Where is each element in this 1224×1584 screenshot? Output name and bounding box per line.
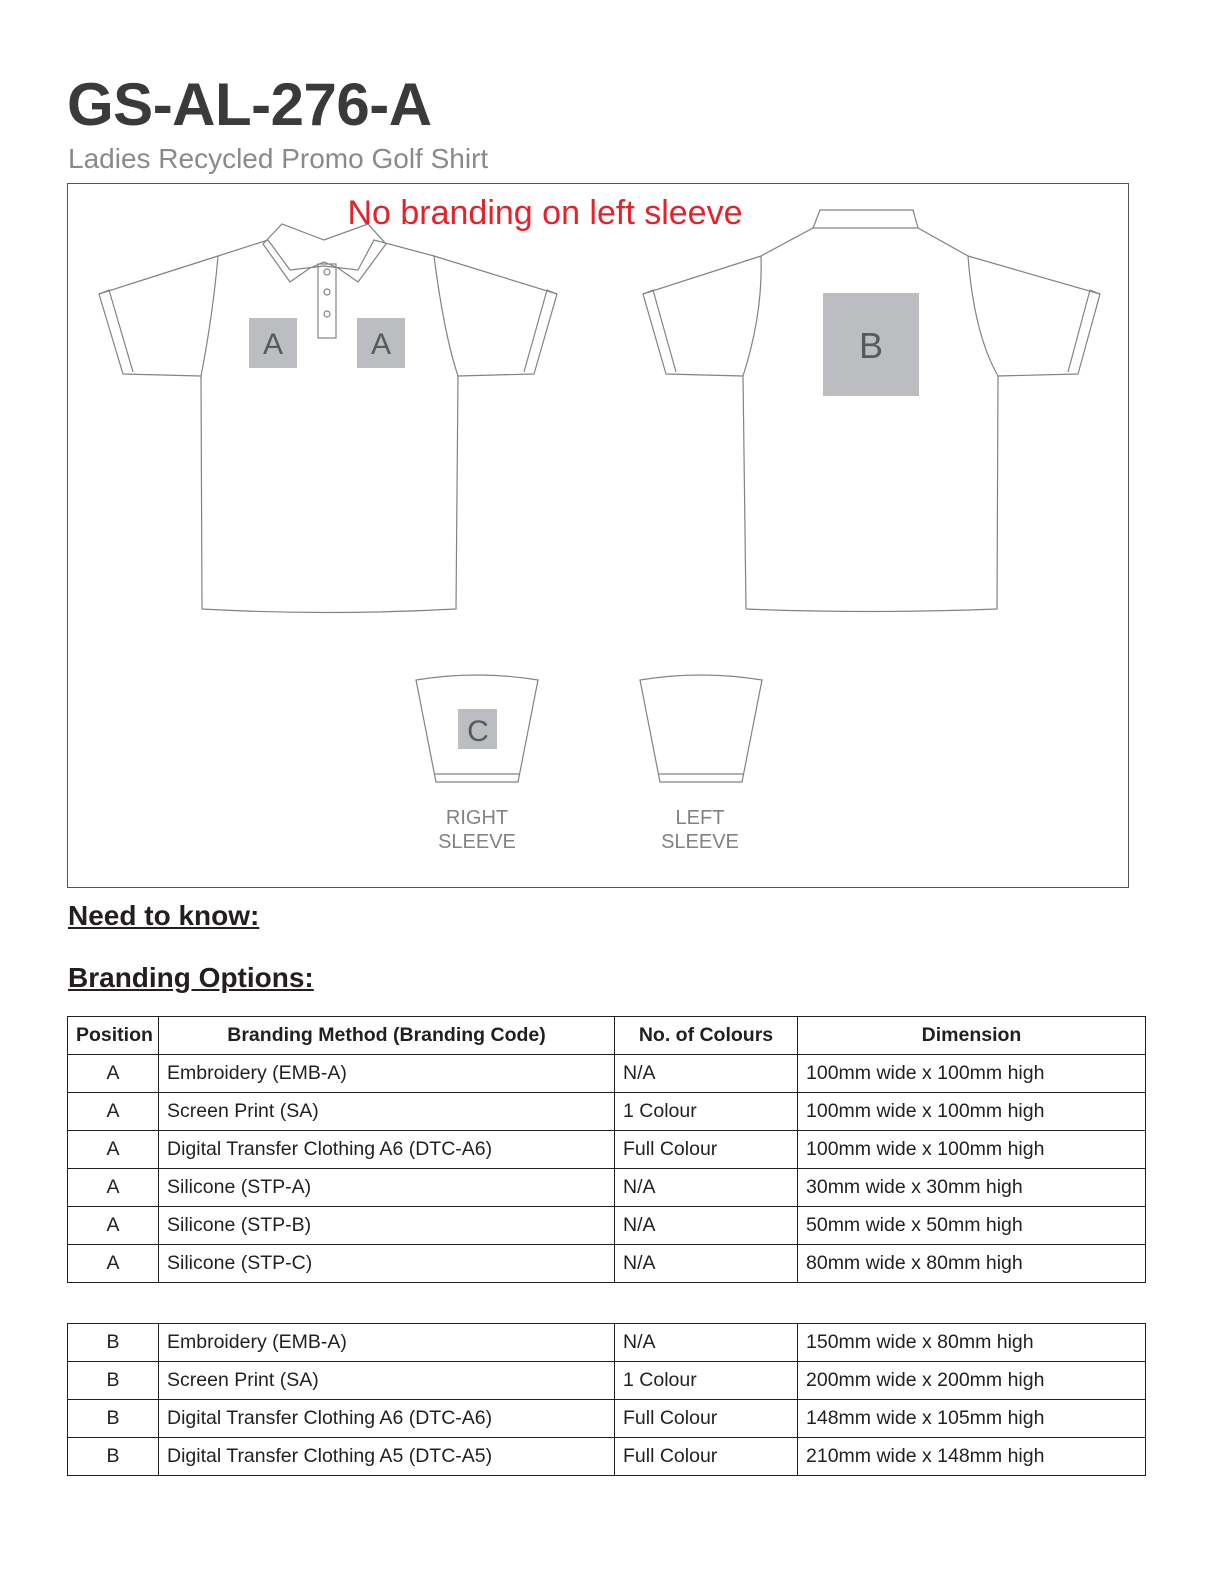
colours-cell: N/A xyxy=(615,1169,798,1207)
mark-c: C xyxy=(467,715,489,748)
table-row xyxy=(68,1400,1146,1438)
dimension-cell: 200mm wide x 200mm high xyxy=(798,1362,1146,1400)
back-view xyxy=(643,210,1100,612)
branding-options-heading: Branding Options: xyxy=(68,962,314,993)
colours-cell: N/A xyxy=(615,1207,798,1245)
dimension-cell: 80mm wide x 80mm high xyxy=(798,1245,1146,1283)
table-row xyxy=(68,1245,1146,1283)
dimension-cell: 150mm wide x 80mm high xyxy=(798,1324,1146,1362)
dimension-cell: 148mm wide x 105mm high xyxy=(798,1400,1146,1438)
colours-cell: 1 Colour xyxy=(615,1362,798,1400)
back-left-sleeve xyxy=(968,256,1100,376)
mark-b: B xyxy=(858,325,884,366)
method-cell: Screen Print (SA) xyxy=(159,1093,615,1131)
position-cell: A xyxy=(68,1131,159,1169)
colours-cell: Full Colour xyxy=(615,1400,798,1438)
table-row xyxy=(68,1438,1146,1476)
branding-table-position-a xyxy=(67,1016,1146,1283)
dimension-cell: 50mm wide x 50mm high xyxy=(798,1207,1146,1245)
mark-a-left: A xyxy=(262,328,284,361)
method-cell: Silicone (STP-B) xyxy=(159,1207,615,1245)
method-cell: Digital Transfer Clothing A6 (DTC-A6) xyxy=(159,1131,615,1169)
left-sleeve-label-line1: LEFT xyxy=(675,807,725,829)
colours-cell: N/A xyxy=(615,1324,798,1362)
table-row xyxy=(68,1324,1146,1362)
back-left-cuff xyxy=(1068,290,1100,372)
front-body-outline xyxy=(201,240,458,613)
branding-table-position-b xyxy=(67,1323,1146,1476)
table-row xyxy=(68,1131,1146,1169)
header-position: Position xyxy=(68,1017,159,1055)
dimension-cell: 100mm wide x 100mm high xyxy=(798,1131,1146,1169)
colours-cell: 1 Colour xyxy=(615,1093,798,1131)
header-dimension: Dimension xyxy=(798,1017,1146,1055)
right-sleeve-label-line2: SLEEVE xyxy=(438,831,516,853)
colours-cell: Full Colour xyxy=(615,1131,798,1169)
front-left-cuff xyxy=(524,290,557,372)
position-cell: B xyxy=(68,1324,159,1362)
front-view xyxy=(99,224,557,613)
position-cell: B xyxy=(68,1438,159,1476)
need-to-know-heading: Need to know: xyxy=(68,900,260,931)
left-sleeve-warning: No branding on left sleeve xyxy=(347,194,743,232)
front-right-cuff xyxy=(99,290,133,372)
position-cell: B xyxy=(68,1362,159,1400)
table-row xyxy=(68,1169,1146,1207)
position-cell: A xyxy=(68,1245,159,1283)
shirt-illustration xyxy=(68,184,1130,889)
method-cell: Embroidery (EMB-A) xyxy=(159,1324,615,1362)
header-branding-method: Branding Method (Branding Code) xyxy=(159,1017,615,1055)
mark-a-right: A xyxy=(370,328,392,361)
product-code: GS-AL-276-A xyxy=(67,71,432,138)
header-colours: No. of Colours xyxy=(615,1017,798,1055)
dimension-cell: 100mm wide x 100mm high xyxy=(798,1055,1146,1093)
back-right-cuff xyxy=(643,290,676,372)
colours-cell: N/A xyxy=(615,1055,798,1093)
method-cell: Embroidery (EMB-A) xyxy=(159,1055,615,1093)
table-row xyxy=(68,1207,1146,1245)
product-name: Ladies Recycled Promo Golf Shirt xyxy=(68,143,489,174)
back-body-outline xyxy=(743,228,998,612)
method-cell: Digital Transfer Clothing A6 (DTC-A6) xyxy=(159,1400,615,1438)
dimension-cell: 100mm wide x 100mm high xyxy=(798,1093,1146,1131)
left-sleeve-label-line2: SLEEVE xyxy=(661,831,739,853)
position-cell: B xyxy=(68,1400,159,1438)
position-cell: A xyxy=(68,1207,159,1245)
table-row xyxy=(68,1362,1146,1400)
table-header-row xyxy=(68,1017,1146,1055)
left-sleeve-outline xyxy=(640,675,762,782)
branding-diagram xyxy=(67,183,1129,888)
position-cell: A xyxy=(68,1169,159,1207)
colours-cell: Full Colour xyxy=(615,1438,798,1476)
position-cell: A xyxy=(68,1093,159,1131)
method-cell: Screen Print (SA) xyxy=(159,1362,615,1400)
colours-cell: N/A xyxy=(615,1245,798,1283)
position-cell: A xyxy=(68,1055,159,1093)
right-sleeve-label-line1: RIGHT xyxy=(445,807,509,829)
dimension-cell: 30mm wide x 30mm high xyxy=(798,1169,1146,1207)
method-cell: Silicone (STP-A) xyxy=(159,1169,615,1207)
method-cell: Silicone (STP-C) xyxy=(159,1245,615,1283)
dimension-cell: 210mm wide x 148mm high xyxy=(798,1438,1146,1476)
method-cell: Digital Transfer Clothing A5 (DTC-A5) xyxy=(159,1438,615,1476)
table-row xyxy=(68,1055,1146,1093)
table-row xyxy=(68,1093,1146,1131)
